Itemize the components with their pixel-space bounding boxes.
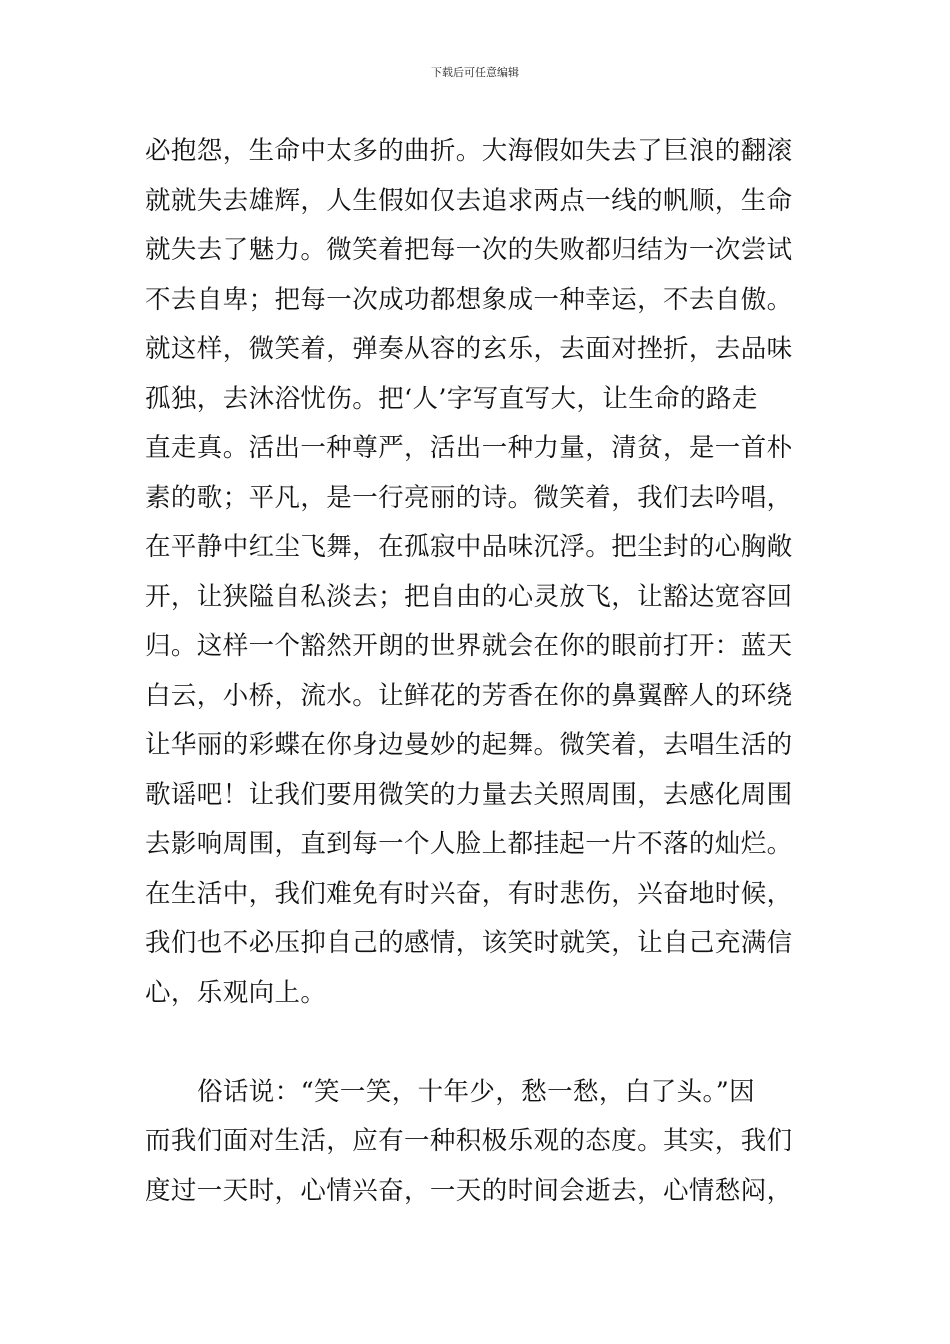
text-line: 我们也不必压抑自己的感情，该笑时就笑，让自己充满信	[145, 928, 793, 958]
text-line: 开，让狭隘自私淡去；把自由的心灵放飞，让豁达宽容回	[145, 581, 793, 612]
text-line: 去影响周围，直到每一个人脸上都挂起一片不落的灿烂。	[145, 829, 793, 859]
text-line: 孤独，去沐浴忧伤。把‘人’字写直写大，让生命的路走	[145, 383, 758, 414]
text-line: 而我们面对生活，应有一种积极乐观的态度。其实，我们	[145, 1126, 793, 1156]
text-line: 歌谣吧！让我们要用微笑的力量去关照周围，去感化周围	[145, 779, 793, 810]
text-line: 直走真。活出一种尊严，活出一种力量，清贫，是一首朴	[145, 433, 793, 463]
page-header: 下载后可任意编辑	[431, 66, 519, 79]
text-line: 让华丽的彩蝶在你身边曼妙的起舞。微笑着，去唱生活的	[145, 730, 793, 760]
text-line: 度过一天时，心情兴奋，一天的时间会逝去，心情愁闷，	[145, 1175, 793, 1206]
text-line: 归。这样一个豁然开朗的世界就会在你的眼前打开：蓝天	[145, 631, 793, 661]
text-line: 在生活中，我们难免有时兴奋，有时悲伤，兴奋地时候，	[145, 878, 793, 909]
body-text	[145, 127, 815, 1216]
text-line: 就这样，微笑着，弹奏从容的玄乐，去面对挫折，去品味	[145, 334, 793, 364]
text-line: 必抱怨，生命中太多的曲折。大海假如失去了巨浪的翻滚	[145, 136, 793, 166]
text-line: 白云，小桥，流水。让鲜花的芳香在你的鼻翼醉人的环绕	[145, 680, 793, 711]
text-line: 俗话说：“笑一笑，十年少，愁一愁，白了头。”因	[197, 1076, 756, 1107]
text-line: 不去自卑；把每一次成功都想象成一种幸运，不去自傲。	[145, 284, 793, 315]
paragraph-gap	[145, 1018, 815, 1068]
text-line: 在平静中红尘飞舞，在孤寂中品味沉浮。把尘封的心胸敞	[145, 532, 793, 562]
text-line: 就失去了魅力。微笑着把每一次的失败都归结为一次尝试	[145, 235, 793, 265]
text-line: 心，乐观向上。	[145, 977, 327, 1008]
text-line: 就就失去雄辉，人生假如仅去追求两点一线的帆顺，生命	[145, 185, 793, 216]
text-line: 素的歌；平凡，是一行亮丽的诗。微笑着，我们去吟唱，	[145, 482, 793, 513]
